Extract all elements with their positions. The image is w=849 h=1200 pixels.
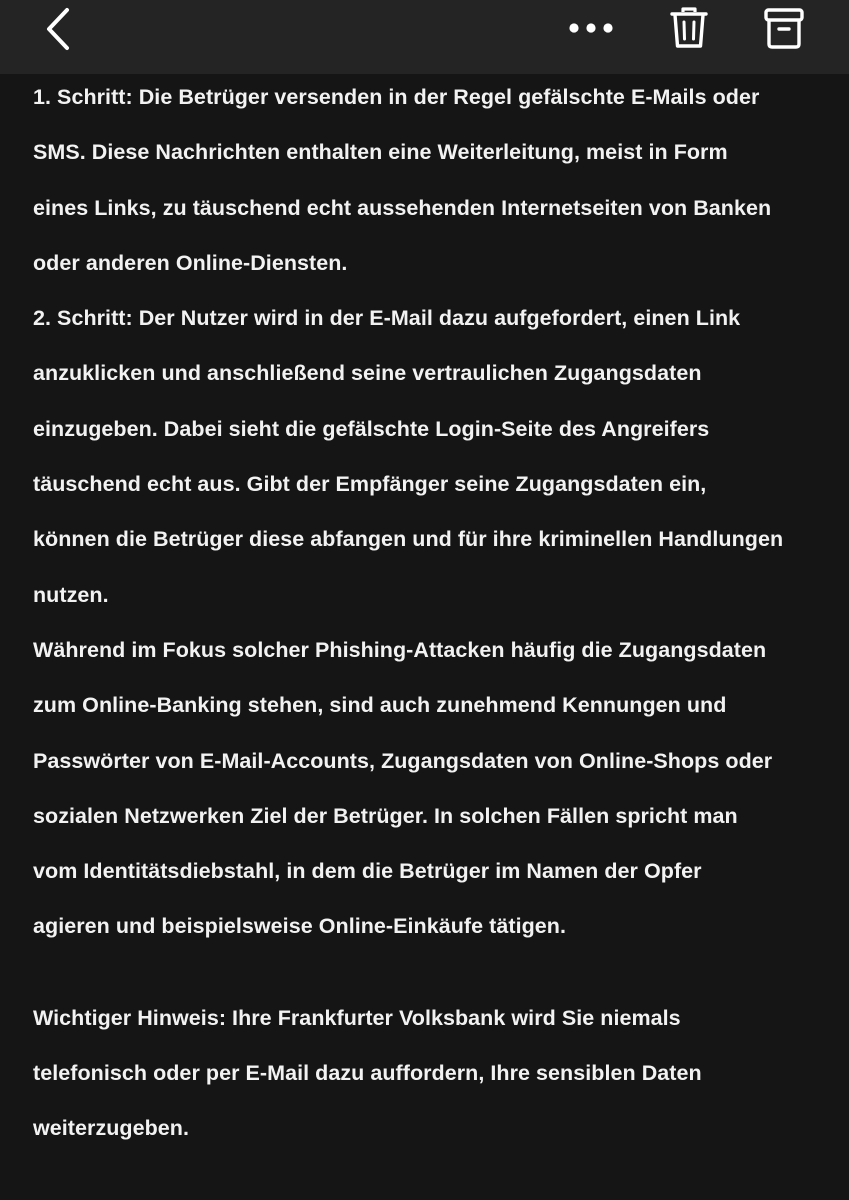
trash-icon — [664, 4, 714, 52]
body-line: einzugeben. Dabei sieht die gefälschte Login-Seite des Angreifers — [33, 416, 710, 441]
notice-line: Wichtiger Hinweis: Ihre Frankfurter Volksbank wird Sie niemals — [33, 1005, 681, 1030]
body-line: Passwörter von E-Mail-Accounts, Zugangsdaten von Online-Shops oder — [33, 748, 773, 773]
paragraph-gap — [33, 955, 833, 991]
paragraph-notice — [33, 991, 833, 1157]
delete-button[interactable] — [664, 4, 714, 52]
more-button[interactable] — [562, 8, 620, 48]
body-line: zum Online-Banking stehen, sind auch zunehmend Kennungen und — [33, 693, 727, 718]
body-line: nutzen. — [33, 582, 109, 607]
body-line: täuschend echt aus. Gibt der Empfänger seine Zugangsdaten ein, — [33, 472, 707, 497]
body-line: agieren und beispielsweise Online-Einkäufe tätigen. — [33, 914, 567, 939]
body-line: 2. Schritt: Der Nutzer wird in der E-Mail dazu aufgefordert, einen Link — [33, 306, 741, 331]
body-line: sozialen Netzwerken Ziel der Betrüger. In solchen Fällen spricht man — [33, 803, 738, 828]
body-line: Während im Fokus solcher Phishing-Attacken häufig die Zugangsdaten — [33, 637, 767, 662]
archive-box-icon — [758, 4, 810, 52]
back-button[interactable] — [38, 6, 82, 52]
body-line: 1. Schritt: Die Betrüger versenden in der Regel gefälschte E-Mails oder — [33, 85, 760, 109]
archive-button[interactable] — [758, 4, 810, 52]
body-line: können die Betrüger diese abfangen und für ihre kriminellen Handlungen — [33, 527, 784, 552]
notice-line: telefonisch oder per E-Mail dazu auffordern, Ihre sensiblen Daten — [33, 1061, 702, 1086]
mail-toolbar — [0, 0, 849, 74]
body-line: oder anderen Online-Diensten. — [33, 250, 348, 275]
body-line: anzuklicken und anschließend seine vertraulichen Zugangsdaten — [33, 361, 702, 386]
body-line: vom Identitätsdiebstahl, in dem die Betrüger im Namen der Opfer — [33, 859, 702, 884]
message-body — [33, 70, 833, 1157]
notice-line: weiterzugeben. — [33, 1116, 190, 1141]
body-line: SMS. Diese Nachrichten enthalten eine Weiterleitung, meist in Form — [33, 140, 728, 165]
body-line: eines Links, zu täuschend echt aussehenden Internetseiten von Banken — [33, 195, 772, 220]
chevron-left-icon — [38, 6, 82, 52]
more-horizontal-icon — [562, 8, 620, 48]
paragraph-steps — [33, 70, 833, 955]
